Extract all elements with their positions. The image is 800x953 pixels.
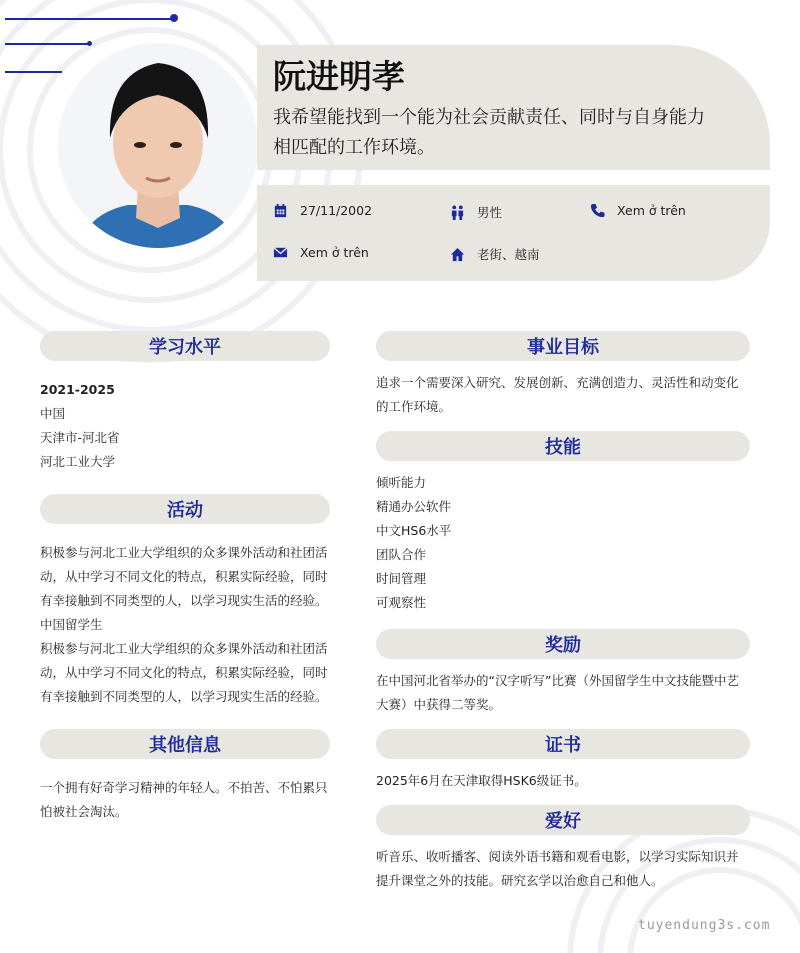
other-info-text: 一个拥有好奇学习精神的年轻人。不拍苦、不怕累只怕被社会淘汰。 (40, 780, 328, 819)
certificates-text: 2025年6月在天津取得HSK6级证书。 (376, 773, 587, 788)
decorative-line (5, 71, 62, 73)
activity-item: 积极参与河北工业大学组织的众多课外活动和社团活动，从中学习不同文化的特点，积累实际经验，同时有幸接触到不同类型的人，以学习现实生活的经验。 (40, 641, 328, 704)
profile-photo (58, 43, 258, 248)
education-heading: 学习水平 (40, 331, 330, 361)
gender-icon (450, 205, 465, 220)
hobbies-heading: 爱好 (376, 805, 750, 835)
education-country: 中国 (40, 406, 66, 421)
skill-item: 倾听能力 (376, 475, 427, 490)
phone-icon (590, 203, 605, 218)
calendar-icon (273, 203, 288, 218)
home-icon (450, 247, 465, 262)
skill-item: 团队合作 (376, 547, 427, 562)
personal-objective: 我希望能找到一个能为社会贡献责任、同时与自身能力相匹配的工作环境。 (273, 107, 705, 158)
skill-item: 中文HS6水平 (376, 523, 452, 538)
education-city: 天津市-河北省 (40, 430, 120, 445)
email-icon (273, 245, 288, 260)
contact-panel (257, 185, 770, 281)
header-panel (257, 45, 770, 170)
education-school: 河北工业大学 (40, 454, 116, 469)
contact-phone (590, 203, 686, 218)
other-info-heading: 其他信息 (40, 729, 330, 759)
activities-heading: 活动 (40, 494, 330, 524)
activity-item: 中国留学生 (40, 617, 103, 632)
left-column (40, 331, 330, 824)
contact-gender (450, 203, 502, 221)
decorative-line (5, 18, 175, 20)
certificates-heading: 证书 (376, 729, 750, 759)
education-years: 2021-2025 (40, 382, 115, 397)
contact-address (450, 245, 540, 263)
activities-section (40, 541, 330, 709)
gender-text: 男性 (477, 205, 503, 220)
skill-item: 时间管理 (376, 571, 427, 586)
skills-heading: 技能 (376, 431, 750, 461)
career-goal-heading: 事业目标 (376, 331, 750, 361)
email-text: Xem ở trên (300, 245, 369, 260)
skill-item: 可观察性 (376, 595, 427, 610)
decorative-dot (170, 14, 178, 22)
decorative-dot (87, 41, 92, 46)
watermark: tuyendung3s.com (638, 918, 771, 933)
skill-item: 精通办公软件 (376, 499, 452, 514)
skills-list (376, 471, 750, 615)
career-goal-text: 追求一个需要深入研究、发展创新、充满创造力、灵活性和动变化的工作环境。 (376, 375, 739, 414)
birthdate-text: 27/11/2002 (300, 203, 373, 218)
phone-text: Xem ở trên (617, 203, 686, 218)
full-name: 阮进明孝 (273, 57, 405, 96)
right-column (376, 331, 750, 893)
contact-birthdate (273, 203, 372, 218)
hobbies-text: 听音乐、收听播客、阅读外语书籍和观看电影，以学习实际知识并提升课堂之外的技能。研究玄学以治愈自己和他人。 (376, 849, 739, 888)
awards-heading: 奖励 (376, 629, 750, 659)
education-section (40, 378, 330, 474)
activity-item: 积极参与河北工业大学组织的众多课外活动和社团活动，从中学习不同文化的特点，积累实际经验，同时有幸接触到不同类型的人，以学习现实生活的经验。 (40, 545, 328, 608)
awards-text: 在中国河北省举办的“汉字听写”比赛（外国留学生中文技能暨中艺大赛）中获得二等奖。 (376, 673, 739, 712)
contact-email (273, 245, 369, 260)
address-text: 老街、越南 (477, 247, 540, 262)
decorative-line (5, 43, 90, 45)
